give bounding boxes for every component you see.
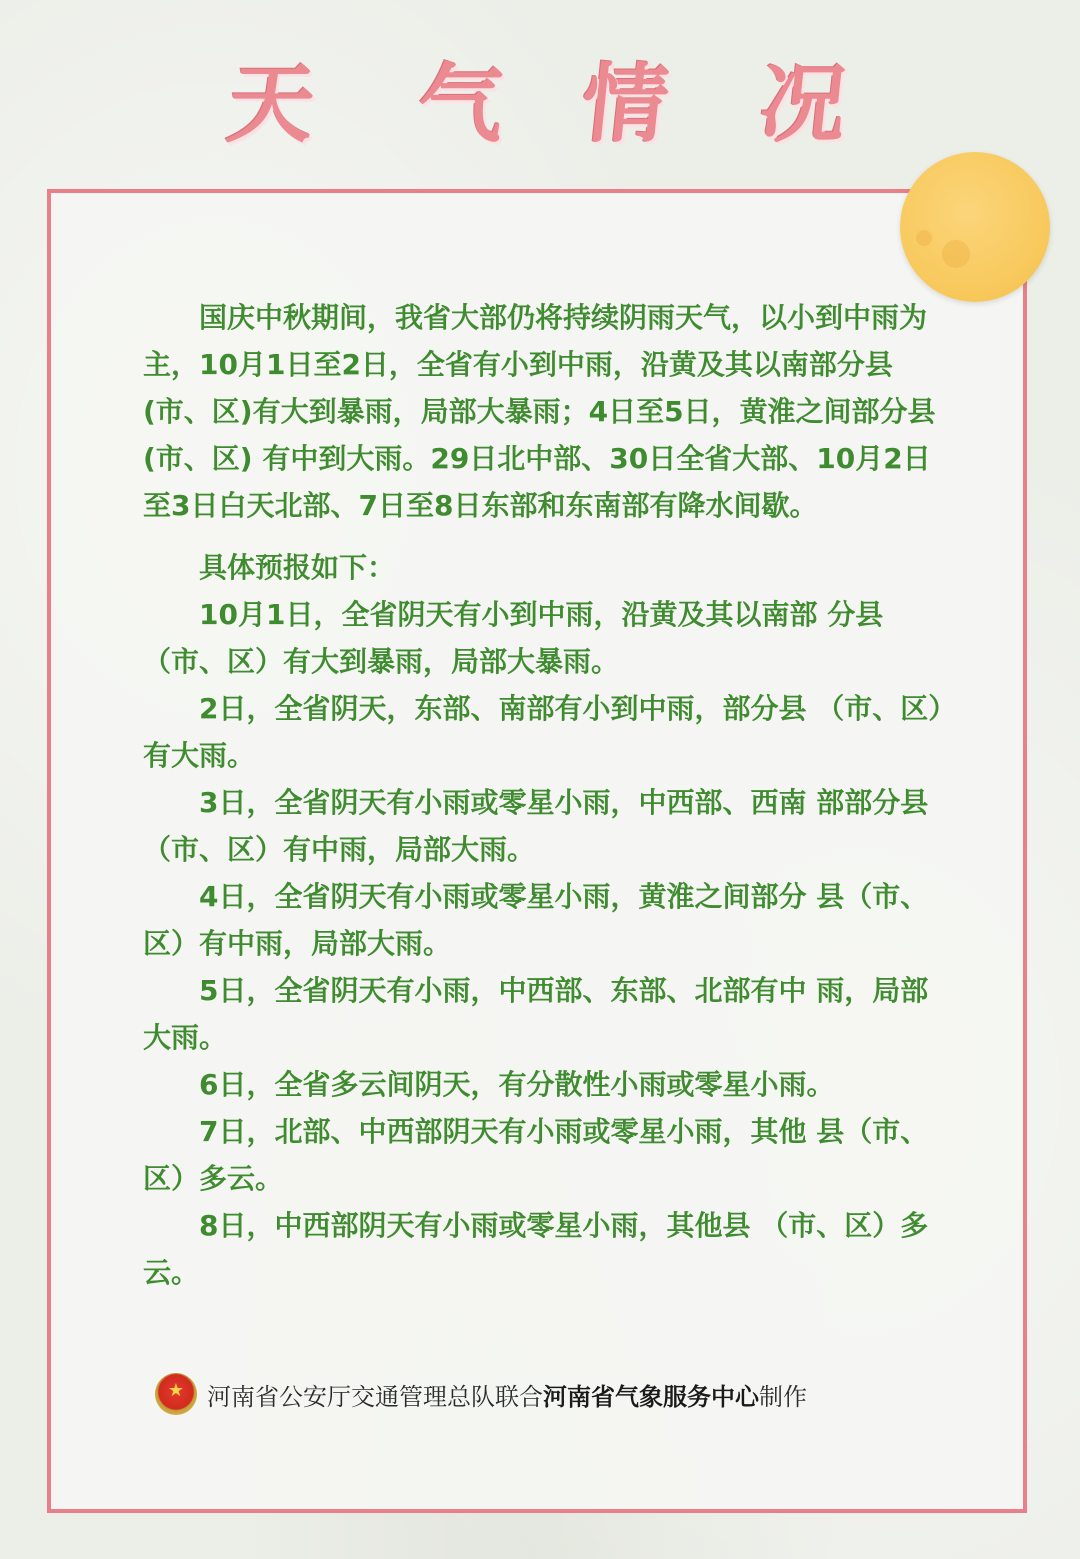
forecast-heading: 具体预报如下： [199, 551, 396, 584]
page-title [0, 55, 1080, 155]
forecast-day-paragraph: 8日，中西部阴天有小雨或零星小雨，其他县 （市、区）多云。 [143, 1209, 929, 1289]
moon-icon [900, 152, 1050, 302]
title-char: 气 [412, 54, 510, 155]
credit-footer [155, 1369, 807, 1419]
title-char: 情 [576, 54, 674, 155]
forecast-day-paragraph: 3日，全省阴天有小雨或零星小雨，中西部、西南 部部分县（市、区）有中雨，局部大雨。 [143, 786, 929, 866]
summary-paragraph: 国庆中秋期间，我省大部仍将持续阴雨天气，以小到中雨为主，10月1日至2日，全省有小到中雨，沿黄及其以南部分县(市、区)有大到暴雨，局部大暴雨；4日至5日，黄淮之间部分县(市、区) 有中到大雨。29日北中部、30日全省大部、10月2日至3日白天北部、7日至8日东部和东南部有降水间歇。 [143, 301, 936, 522]
forecast-day-paragraph: 10月1日，全省阴天有小到中雨，沿黄及其以南部 分县（市、区）有大到暴雨，局部大暴雨。 [143, 598, 884, 678]
footer-suffix: 制作 [759, 1382, 807, 1411]
moon-crater [942, 240, 970, 268]
footer-prefix: 河南省公安厅交通管理总队联合 [207, 1382, 543, 1411]
forecast-day-paragraph: 4日，全省阴天有小雨或零星小雨，黄淮之间部分 县（市、区）有中雨，局部大雨。 [143, 880, 929, 960]
forecast-day-paragraph: 6日，全省多云间阴天，有分散性小雨或零星小雨。 [199, 1068, 835, 1101]
police-emblem-icon [155, 1373, 197, 1415]
title-char: 天 [222, 54, 320, 155]
moon-crater [916, 230, 932, 246]
forecast-text [143, 294, 943, 1296]
title-char: 况 [754, 54, 852, 155]
forecast-day-paragraph: 5日，全省阴天有小雨，中西部、东部、北部有中 雨，局部大雨。 [143, 974, 929, 1054]
forecast-day-paragraph: 2日，全省阴天，东部、南部有小到中雨，部分县 （市、区）有大雨。 [143, 692, 943, 772]
footer-organization: 河南省气象服务中心 [543, 1382, 759, 1411]
star-icon: ★ [167, 1380, 185, 1401]
forecast-day-paragraph: 7日，北部、中西部阴天有小雨或零星小雨，其他 县（市、区）多云。 [143, 1115, 929, 1195]
